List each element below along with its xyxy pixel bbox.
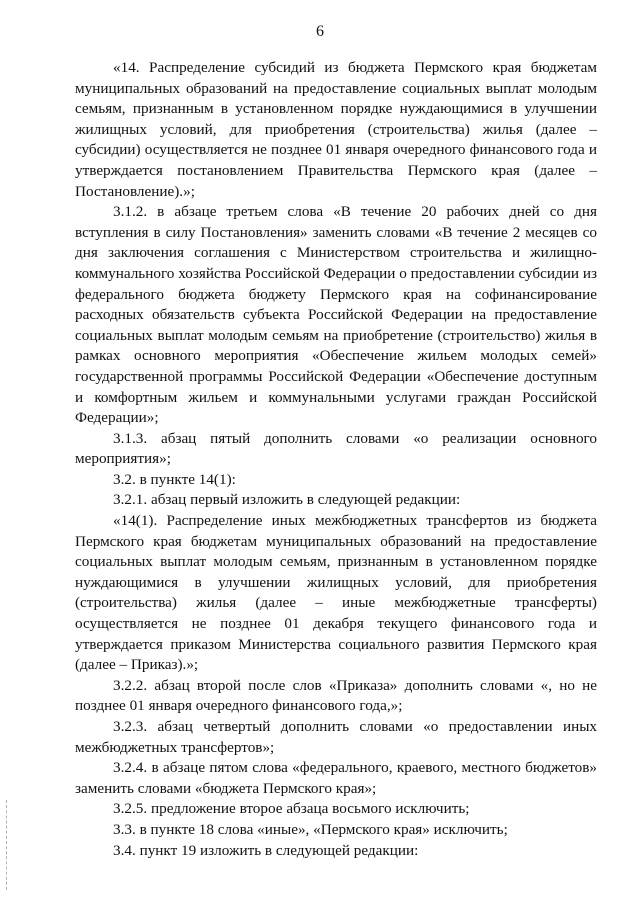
paragraph-3-2: 3.2. в пункте 14(1): bbox=[113, 470, 236, 488]
paragraph-14-1: «14(1). Распределение иных межбюджетных трансфертов из бюджета Пермского края бюджетам муниципальных образований на предоставление социальных выплат молодым семьям, признанным в установленном порядке нуждающимися в улучшении жилищных условий, для приобретения (строительства) жилья (далее – иные межбюджетные трансферты) осуществляется не позднее 01 декабря текущего финансового года и утверждается приказом Министерства социального развития Пермского края (далее – Приказ).»; bbox=[75, 512, 597, 674]
paragraph-3-4: 3.4. пункт 19 изложить в следующей редакции: bbox=[113, 841, 419, 859]
paragraph-3-3: 3.3. в пункте 18 слова «иные», «Пермского края» исключить; bbox=[113, 820, 508, 838]
paragraph-14: «14. Распределение субсидий из бюджета Пермского края бюджетам муниципальных образований на предоставление социальных выплат молодым семьям, признанным в установленном порядке нуждающимися в улучшении жилищных условий, для приобретения (строительства) жилья (далее – субсидии) осуществляется не позднее 01 января очередного финансового года и утверждается постановлением Правительства Пермского края (далее – Постановление).»; bbox=[75, 59, 597, 200]
paragraph-3-1-2: 3.1.2. в абзаце третьем слова «В течение 20 рабочих дней со дня вступления в силу Постановления» заменить словами «В течение 2 месяцев со дня заключения соглашения с Министерством строительства и жилищно-коммунального хозяйства Российской Федерации о предоставлении субсидии из федерального бюджета бюджету Пермского края на софинансирование расходных обязательств субъекта Российской Федерации на предоставление социальных выплат молодым семьям на приобретение (строительство) жилья в рамках основного мероприятия «Обеспечение жильем молодых семей» государственной программы Российской Федерации «Обеспечение доступным и комфортным жильем и коммунальными услугами граждан Российской Федерации»; bbox=[75, 203, 597, 427]
paragraph-3-2-3: 3.2.3. абзац четвертый дополнить словами «о предоставлении иных межбюджетных трансфертов»; bbox=[75, 718, 597, 756]
document-body bbox=[75, 58, 597, 861]
scan-edge-mark bbox=[6, 800, 8, 890]
paragraph-3-2-2: 3.2.2. абзац второй после слов «Приказа» дополнить словами «, но не позднее 01 января очередного финансового года,»; bbox=[75, 676, 597, 715]
paragraph-3-2-4: 3.2.4. в абзаце пятом слова «федерального, краевого, местного бюджетов» заменить словами «бюджета Пермского края»; bbox=[75, 759, 597, 797]
page-number: 6 bbox=[316, 23, 324, 40]
paragraph-3-2-1: 3.2.1. абзац первый изложить в следующей редакции: bbox=[113, 491, 461, 509]
paragraph-3-2-5: 3.2.5. предложение второе абзаца восьмого исключить; bbox=[113, 800, 470, 818]
paragraph-3-1-3: 3.1.3. абзац пятый дополнить словами «о реализации основного мероприятия»; bbox=[75, 429, 597, 468]
